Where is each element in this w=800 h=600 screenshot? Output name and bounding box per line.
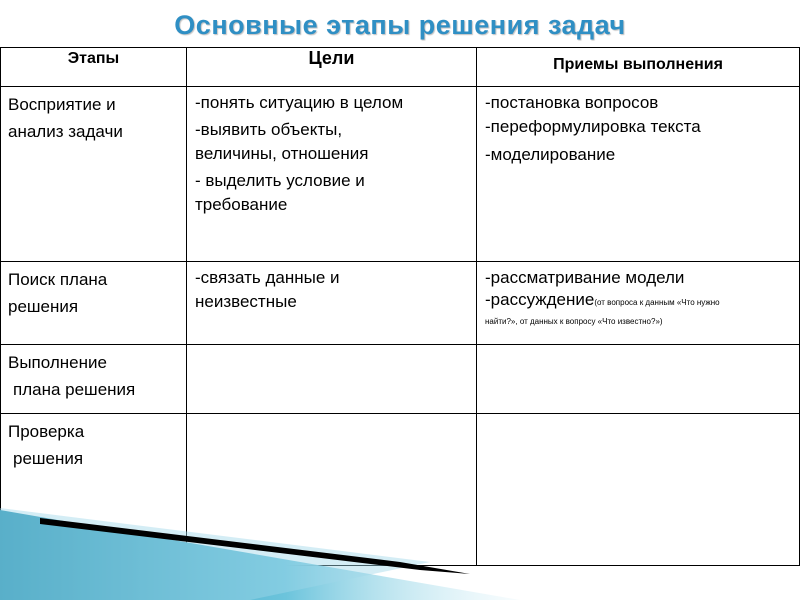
stage-cell <box>1 87 187 262</box>
table-row <box>1 262 800 345</box>
stage-line: Поиск плана <box>8 270 108 289</box>
methods-cell <box>477 262 800 345</box>
stage-line: решения <box>8 297 79 316</box>
goals-cell <box>187 345 477 414</box>
table-header-row <box>1 48 800 87</box>
stage-line: решения <box>13 449 84 468</box>
method-line: -переформулировка текста <box>485 117 701 136</box>
table-row <box>1 414 800 566</box>
method-note: (от вопроса к данным «Что нужно <box>594 298 720 307</box>
goal-item <box>195 91 470 115</box>
header-goals-label: Цели <box>308 48 355 68</box>
goal-line: требование <box>195 195 288 214</box>
goal-line: -связать данные и <box>195 268 340 287</box>
goal-item <box>195 266 470 314</box>
goal-line: -понять ситуацию в целом <box>195 93 404 112</box>
stage-line: анализ задачи <box>8 122 123 141</box>
method-note: найти?», от данных к вопросу «Что известно?») <box>485 317 663 326</box>
goals-cell <box>187 262 477 345</box>
goal-line: неизвестные <box>195 292 297 311</box>
methods-cell <box>477 414 800 566</box>
stage-line: Выполнение <box>8 353 107 372</box>
header-methods-label: Приемы выполнения <box>553 56 723 73</box>
goals-cell <box>187 414 477 566</box>
goal-line: - выделить условие и <box>195 171 365 190</box>
header-goals <box>187 48 477 87</box>
methods-cell <box>477 87 800 262</box>
header-stages-label: Этапы <box>67 50 120 67</box>
table-row <box>1 345 800 414</box>
header-stages <box>1 48 187 87</box>
stage-line: плана решения <box>13 380 136 399</box>
stages-table <box>0 47 800 566</box>
stage-cell <box>1 345 187 414</box>
stage-line: Проверка <box>8 422 85 441</box>
method-line: -моделирование <box>485 145 616 164</box>
header-methods <box>477 48 800 87</box>
page-title: Основные этапы решения задач <box>174 10 626 40</box>
table-row <box>1 87 800 262</box>
stage-line: Восприятие и <box>8 95 116 114</box>
goal-line: -выявить объекты, <box>195 120 343 139</box>
goal-line: величины, отношения <box>195 144 369 163</box>
methods-cell <box>477 345 800 414</box>
method-line-with-note <box>485 290 793 310</box>
goals-cell <box>187 87 477 262</box>
method-line: -рассуждение <box>485 290 595 309</box>
stage-cell <box>1 414 187 566</box>
goal-item <box>195 169 470 217</box>
stage-cell <box>1 262 187 345</box>
method-line: -рассматривание модели <box>485 268 685 287</box>
goal-item <box>195 118 470 166</box>
method-line: -постановка вопросов <box>485 93 659 112</box>
